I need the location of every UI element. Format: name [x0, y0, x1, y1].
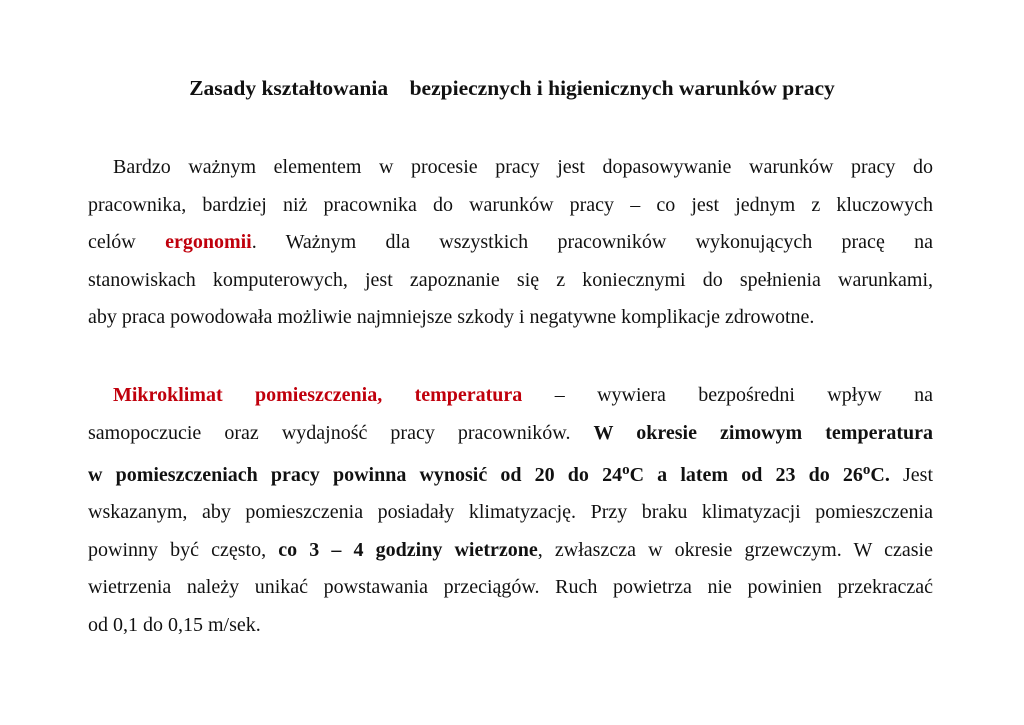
- bold-text: C.: [870, 464, 890, 487]
- degree-superscript: o: [622, 462, 630, 479]
- bold-text: C a latem od 23 do 26: [629, 464, 863, 487]
- paragraph-line: [88, 377, 933, 415]
- ergonomics-highlight: ergonomii: [165, 231, 252, 254]
- paragraph-line: wskazanym, aby pomieszczenia posiadały klimatyzację. Przy braku klimatyzacji pomieszczenia: [88, 501, 933, 524]
- text-span: Jest: [903, 464, 934, 487]
- text-span: , zwłaszcza w okresie grzewczym. W czasie: [537, 538, 933, 561]
- paragraph-line: [88, 532, 933, 570]
- paragraph-line: pracownika, bardziej niż pracownika do warunków pracy – co jest jednym z kluczowych: [88, 193, 933, 216]
- text-span: celów: [88, 231, 136, 254]
- paragraph-line: [88, 224, 933, 262]
- paragraph-ergonomics: [88, 149, 933, 337]
- text-span: powinny być często,: [88, 538, 267, 561]
- paragraph-microclimate: [88, 377, 933, 645]
- paragraph-line: aby praca powodowała możliwie najmniejsze szkody i negatywne komplikacje zdrowotne.: [88, 306, 815, 329]
- paragraph-line: [88, 415, 933, 453]
- paragraph-line: stanowiskach komputerowych, jest zapoznanie się z koniecznymi do spełnienia warunkami,: [88, 268, 933, 291]
- text-span: samopoczucie oraz wydajność pracy pracowników.: [88, 421, 571, 444]
- paragraph-line: od 0,1 do 0,15 m/sek.: [88, 613, 261, 636]
- bold-text: co 3 – 4 godziny wietrzone: [278, 538, 538, 561]
- text-span: . Ważnym dla wszystkich pracowników wykonujących pracę na: [251, 231, 933, 254]
- paragraph-line: [88, 452, 933, 494]
- paragraph-line: wietrzenia należy unikać powstawania przeciągów. Ruch powietrza nie powinien przekraczać: [88, 576, 933, 599]
- degree-superscript: o: [862, 462, 871, 479]
- bold-text: W okresie zimowym temperatura: [593, 421, 933, 444]
- bold-text: w pomieszczeniach pracy powinna wynosić od 20 do 24: [88, 464, 623, 487]
- document-title: Zasady kształtowania bezpiecznych i higienicznych warunków pracy: [189, 76, 835, 100]
- text-span: – wywiera bezpośredni wpływ na: [554, 384, 933, 406]
- microclimate-highlight: Mikroklimat pomieszczenia, temperatura: [113, 384, 523, 406]
- paragraph-line: Bardzo ważnym elementem w procesie pracy jest dopasowywanie warunków pracy do: [113, 156, 933, 178]
